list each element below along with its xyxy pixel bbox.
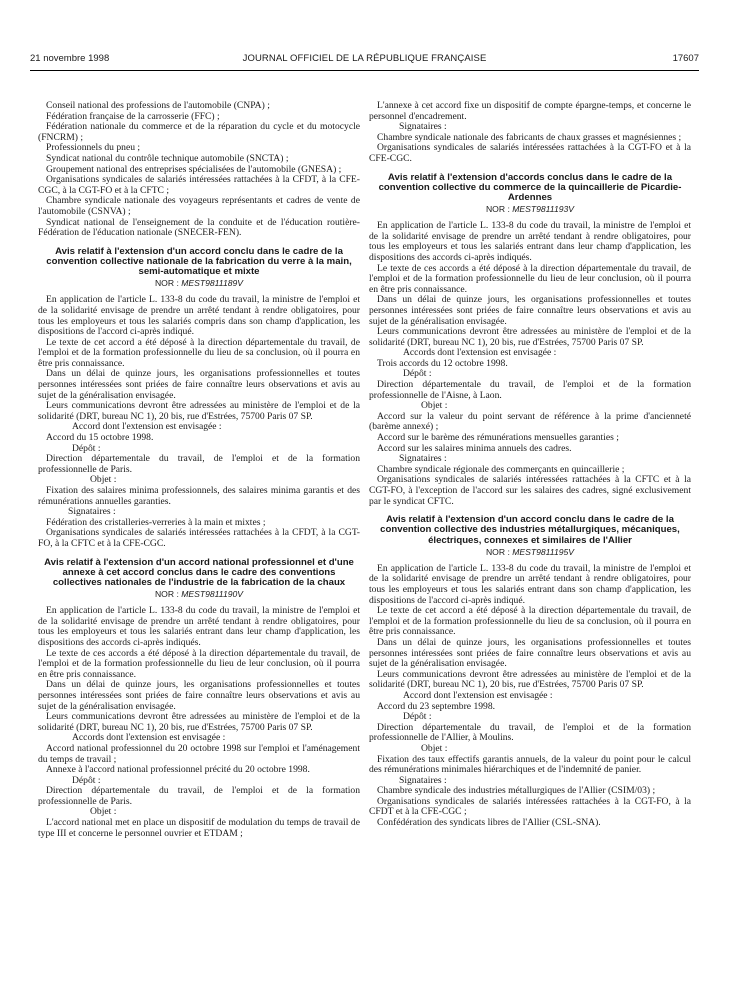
objet-label: Objet : xyxy=(421,400,448,412)
nor-code: MEST9811190V xyxy=(181,589,244,600)
right-column xyxy=(369,101,691,829)
notice-paragraph: Le texte de ces accords a été déposé à la direction départementale du travail, de l'emploi et de la formation professionnelle du lieu de leur conclusion, où il pourra en être pris connaissance. xyxy=(369,262,691,295)
objet-label: Objet : xyxy=(90,474,117,486)
accord-value: Accord du 15 octobre 1998. xyxy=(46,432,154,444)
notice-chaux xyxy=(38,558,360,840)
objet-label: Objet : xyxy=(90,806,117,818)
accord-value: Accord national professionnel du 20 octobre 1998 sur l'emploi et l'aménagement du temps de travail ; xyxy=(38,742,360,765)
list-item: Groupement national des entreprises spécialisées de l'automobile (GNESA) ; xyxy=(46,163,342,175)
signataire: Organisations syndicales de salariés intéressées rattachées à la CGT-FO, à la CFDT et à la CFE-CGC ; xyxy=(369,795,691,818)
signataire: Confédération des syndicats libres de l'Allier (CSL-SNA). xyxy=(377,817,601,829)
accord-label: Accord dont l'extension est envisagée : xyxy=(403,689,553,701)
notice-paragraph: Leurs communications devront être adressées au ministère de l'emploi et de la solidarité (DRT, bureau NC 1), 20 bis, rue d'Estrées, 75700 Paris 07 SP. xyxy=(38,400,360,422)
signataires-label: Signataires : xyxy=(399,121,447,133)
nor-code: MEST9811195V xyxy=(512,546,575,557)
depot-value: Direction départementale du travail, de l'emploi et de la formation professionnelle de l'Allier, à Moulins. xyxy=(369,721,691,744)
notice-paragraph: Dans un délai de quinze jours, les organisations professionnelles et toutes personnes intéressées sont priées de faire connaître leurs observations et avis au sujet de la généralisation envisagée. xyxy=(369,636,691,670)
list-item: Conseil national des professions de l'automobile (CNPA) ; xyxy=(46,100,270,111)
notice-title: Avis relatif à l'extension d'un accord conclu dans le cadre de la convention collective des industries métallurgiques, mécaniques, électriques, connexes et similaires de l'Allier xyxy=(380,514,680,546)
list-item: Syndicat national de l'enseignement de la conduite et de l'éducation routière-Fédération de l'éducation nationale (SNECER-FEN). xyxy=(38,216,360,239)
objet-value: L'accord national met en place un dispositif de modulation du temps de travail de type III et concerne le personnel ouvrier et ETDAM ; xyxy=(38,817,360,839)
nor-label: NOR : xyxy=(485,546,510,557)
notice-paragraph: En application de l'article L. 133-8 du code du travail, la ministre de l'emploi et de la solidarité envisage de prendre un arrêté tendant à rendre obligatoires, pour tous les employeurs et tous les salariés entrant dans son champ d'application, les dispositions de l'accord ci-après indiqué. xyxy=(369,562,691,606)
nor-reference xyxy=(38,589,360,599)
objet-value: Accord sur les salaires minima annuels des cadres. xyxy=(377,442,572,454)
notice-title: Avis relatif à l'extension d'accords conclus dans le cadre de la convention collective du commerce de la quincaillerie de Picardie-Ardennes xyxy=(378,171,682,203)
header-rule xyxy=(30,70,699,71)
signataire: Organisations syndicales de salariés intéressées rattachées à la CFTC et à la CGT-FO, à l'exception de l'accord sur les salaires des cadres, signé exclusivement par le syndicat CFTC. xyxy=(369,474,691,507)
depot-label: Dépôt : xyxy=(403,368,432,380)
signataires-label: Signataires : xyxy=(399,774,447,786)
nor-label: NOR : xyxy=(154,278,179,289)
signataire: Organisations syndicales de salariés intéressées rattachées à la CGT-FO et à la CFE-CGC. xyxy=(369,142,691,164)
objet-value: Fixation des taux effectifs garantis annuels, de la valeur du point pour le calcul des rémunérations minimales hiérarchiques et de l'indemnité de panier. xyxy=(369,753,691,776)
depot-value: Direction départementale du travail, de l'emploi et de la formation professionnelle de Paris. xyxy=(38,785,360,807)
objet-value: Accord sur le barème des rémunérations mensuelles garanties ; xyxy=(377,432,619,444)
signataire: Chambre syndicale régionale des commerçants en quincaillerie ; xyxy=(377,463,625,475)
notice-paragraph: Le texte de ces accords a été déposé à la direction départementale du travail, de l'emploi et de la formation professionnelle du lieu de leur conclusion, où il pourra en être pris connaissance. xyxy=(38,647,360,680)
notice-metallurgie-allier xyxy=(369,515,691,828)
intro-list xyxy=(38,101,360,239)
list-item: Fédération française de la carrosserie (FFC) ; xyxy=(46,110,220,122)
objet-label: Objet : xyxy=(421,742,448,754)
notice-paragraph: Dans un délai de quinze jours, les organisations professionnelles et toutes personnes intéressées sont priées de faire connaître leurs observations et avis au sujet de la généralisation envisagée. xyxy=(38,368,360,401)
notice-paragraph: Dans un délai de quinze jours, les organisations professionnelles et toutes personnes intéressées sont priées de faire connaître leurs observations et avis au sujet de la généralisation envisagée. xyxy=(38,679,360,712)
notice-paragraph: En application de l'article L. 133-8 du code du travail, la ministre de l'emploi et de la solidarité envisage de prendre un arrêté tendant à rendre obligatoires, pour tous les employeurs et tous les salariés compris dans son champ d'application, les dispositions de l'accord ci-après indiqué. xyxy=(38,294,360,338)
objet-value: Accord sur la valeur du point servant de référence à la prime d'ancienneté (barème annexé) ; xyxy=(369,410,691,433)
left-column xyxy=(38,101,360,839)
signataire: Chambre syndicale nationale des fabricants de chaux grasses et magnésiennes ; xyxy=(377,131,682,143)
depot-value: Direction départementale du travail, de l'emploi et de la formation professionnelle de Paris. xyxy=(38,453,360,475)
notice-paragraph: En application de l'article L. 133-8 du code du travail, la ministre de l'emploi et de la solidarité envisage de prendre un arrêté tendant à rendre obligatoires, pour tous les employeurs et tous les salariés entrant dans leur champ d'application, les dispositions des accords ci-après indiqués. xyxy=(369,220,691,263)
accord-value: Accord du 23 septembre 1998. xyxy=(377,700,496,712)
objet-value: Fixation des salaires minima professionnels, des salaires minima garantis et des rémunérations annuelles garanties. xyxy=(38,485,360,507)
depot-label: Dépôt : xyxy=(403,711,432,723)
notice-paragraph: En application de l'article L. 133-8 du code du travail, la ministre de l'emploi et de la solidarité envisage de prendre un arrêté tendant à rendre obligatoires, pour tous les employeurs et tous les salariés entrant dans leur champ d'application, les dispositions des accords ci-après indiqués. xyxy=(38,605,360,648)
nor-label: NOR : xyxy=(154,589,179,600)
signataire: Fédération des cristalleries-verreries à la main et mixtes ; xyxy=(46,516,266,528)
accord-label: Accord dont l'extension est envisagée : xyxy=(72,421,222,433)
notice-title: Avis relatif à l'extension d'un accord national professionnel et d'une annexe à cet accord conclus dans le cadre des conventions collectives nationales de l'industrie de la fabrication de la chaux xyxy=(44,556,354,588)
notice-verre xyxy=(38,247,360,550)
depot-label: Dépôt : xyxy=(72,774,101,786)
notice-title: Avis relatif à l'extension d'un accord conclu dans le cadre de la convention collective nationale de la fabrication du verre à la main, semi-automatique et mixte xyxy=(46,245,352,278)
notice-paragraph: Leurs communications devront être adressées au ministère de l'emploi et de la solidarité (DRT, bureau NC 1), 20 bis, rue d'Estrées, 75700 Paris 07 SP. xyxy=(369,326,691,348)
notice-paragraph: Le texte de cet accord a été déposé à la direction départementale du travail, de l'emploi et de la formation professionnelle du lieu de sa conclusion, où il pourra en être pris connaissance. xyxy=(38,336,360,369)
continuation-text: L'annexe à cet accord fixe un dispositif de compte épargne-temps, et concerne le personnel d'encadrement. xyxy=(369,100,691,122)
signataires-label: Signataires : xyxy=(68,506,116,518)
journal-title: JOURNAL OFFICIEL DE LA RÉPUBLIQUE FRANÇAISE xyxy=(242,53,487,64)
nor-label: NOR : xyxy=(485,204,510,215)
accord-value: Annexe à l'accord national professionnel précité du 20 octobre 1998. xyxy=(46,764,310,776)
accord-value: Trois accords du 12 octobre 1998. xyxy=(377,357,508,369)
list-item: Professionnels du pneu ; xyxy=(46,142,141,154)
nor-reference xyxy=(369,204,691,214)
header-date: 21 novembre 1998 xyxy=(30,53,110,64)
list-item: Chambre syndicale nationale des voyageurs représentants et cadres de vente de l'automobile (CSNVA) ; xyxy=(38,195,360,217)
depot-label: Dépôt : xyxy=(72,442,101,454)
signataire: Organisations syndicales de salariés intéressées rattachées à la CFDT, à la CGT-FO, à la CFTC et à la CFE-CGC. xyxy=(38,527,360,549)
nor-reference xyxy=(38,278,360,288)
notice-quincaillerie xyxy=(369,173,691,508)
list-item: Organisations syndicales de salariés intéressées rattachées à la CFDT, à la CFE-CGC, à la CGT-FO et à la CFTC ; xyxy=(38,174,360,196)
accord-label: Accords dont l'extension est envisagée : xyxy=(72,732,226,744)
signataire: Chambre syndicale des industries métallurgiques de l'Allier (CSIM/03) ; xyxy=(377,785,656,797)
accord-label: Accords dont l'extension est envisagée : xyxy=(403,347,557,359)
nor-reference xyxy=(369,547,691,557)
list-item: Fédération nationale du commerce et de la réparation du cycle et du motocycle (FNCRM) ; xyxy=(38,121,360,143)
nor-code: MEST9811193V xyxy=(512,204,575,215)
notice-paragraph: Leurs communications devront être adressées au ministère de l'emploi et de la solidarité (DRT, bureau NC 1), 20 bis, rue d'Estrées, 75700 Paris 07 SP. xyxy=(369,668,691,691)
nor-code: MEST9811189V xyxy=(181,278,244,289)
notice-paragraph: Leurs communications devront être adressées au ministère de l'emploi et de la solidarité (DRT, bureau NC 1), 20 bis, rue d'Estrées, 75700 Paris 07 SP. xyxy=(38,711,360,733)
notice-paragraph: Le texte de cet accord a été déposé à la direction départementale du travail, de l'emploi et de la formation professionnelle du lieu de sa conclusion, où il pourra en être pris connaissance. xyxy=(369,605,691,638)
page-number: 17607 xyxy=(672,53,699,64)
list-item: Syndicat national du contrôle technique automobile (SNCTA) ; xyxy=(46,152,289,164)
signataires-label: Signataires : xyxy=(399,453,447,465)
notice-paragraph: Dans un délai de quinze jours, les organisations professionnelles et toutes personnes intéressées sont priées de faire connaître leurs observations et avis au sujet de la généralisation envisagée. xyxy=(369,294,691,327)
page-header xyxy=(30,53,699,67)
depot-value: Direction départementale du travail, de l'emploi et de la formation professionnelle de l'Aisne, à Laon. xyxy=(369,379,691,401)
